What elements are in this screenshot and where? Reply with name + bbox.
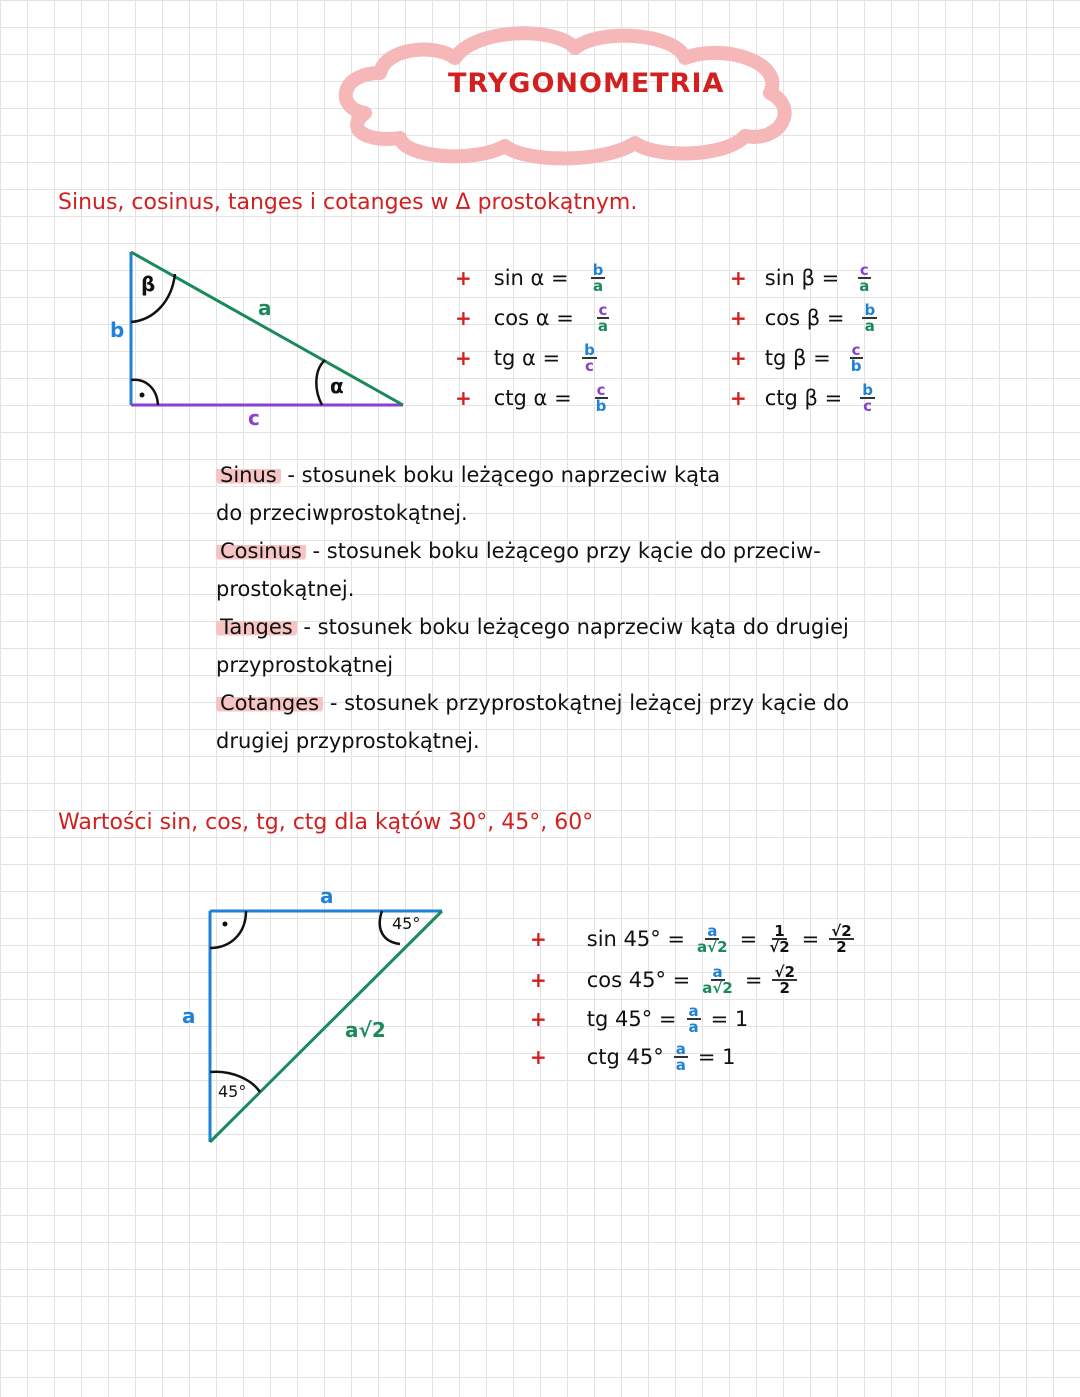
bullet: + xyxy=(455,346,472,370)
side-b-label: b xyxy=(110,318,125,342)
equals-one: = 1 xyxy=(710,1007,749,1031)
right-triangle-diagram xyxy=(100,240,430,440)
side-a-label: a xyxy=(258,296,272,320)
equals: = xyxy=(801,927,820,951)
definition-continuation: przyprostokątnej xyxy=(216,653,394,677)
formula-cos-45 xyxy=(530,960,854,1000)
formula-tg-alpha xyxy=(455,338,610,378)
fraction: $\frac{a}{a√2}$ xyxy=(702,963,733,997)
definition-sinus xyxy=(216,456,1056,494)
formula-label: sin β = xyxy=(764,266,840,290)
equals-one: = 1 xyxy=(697,1045,736,1069)
definition-continuation: do przeciwprostokątnej. xyxy=(216,501,468,525)
fraction: $\frac{c}{a}$ xyxy=(597,301,609,335)
bullet: + xyxy=(455,306,472,330)
bullet: + xyxy=(530,927,547,951)
alpha-formulas xyxy=(455,258,610,418)
isosceles-right-triangle-diagram xyxy=(200,900,460,1150)
bullet: + xyxy=(455,386,472,410)
angle-beta-label: β xyxy=(141,272,156,296)
fraction: $\frac{c}{a}$ xyxy=(859,261,870,295)
definition-text: - stosunek boku leżącego przy kącie do przeciw- xyxy=(312,539,821,563)
formula-label: ctg β = xyxy=(764,386,843,410)
angle-bottom-label: 45° xyxy=(218,1082,247,1101)
formula-label: ctg 45° xyxy=(586,1045,664,1069)
bullet: + xyxy=(530,1007,547,1031)
formula-label: cos β = xyxy=(764,306,845,330)
formula-tg-45 xyxy=(530,1000,854,1038)
bullet: + xyxy=(730,386,747,410)
formula-label: tg α = xyxy=(493,346,561,370)
definition-text: - stosunek boku leżącego naprzeciw kąta do drugiej xyxy=(303,615,849,639)
equals: = xyxy=(744,968,763,992)
angle-top-label: 45° xyxy=(392,914,421,933)
bullet: + xyxy=(530,1045,547,1069)
formula-label: sin 45° = xyxy=(586,927,686,951)
fraction: $\frac{c}{b}$ xyxy=(850,341,862,375)
fraction: $\frac{1}{√2}$ xyxy=(769,922,790,956)
formula-sin-beta xyxy=(730,258,877,298)
formula-label: cos α = xyxy=(493,306,574,330)
angle-alpha-label: α xyxy=(330,374,344,398)
definition-continuation: prostokątnej. xyxy=(216,577,355,601)
formula-tg-beta xyxy=(730,338,877,378)
definition-text: - stosunek boku leżącego naprzeciw kąta xyxy=(287,463,721,487)
formula-sin-45 xyxy=(530,918,854,960)
formula-sin-alpha xyxy=(455,258,610,298)
definition-cosinus xyxy=(216,532,1056,570)
section2-heading: Wartości sin, cos, tg, ctg dla kątów 30°, 45°, 60° xyxy=(58,810,594,835)
definitions xyxy=(216,456,1056,760)
hypotenuse-label: a√2 xyxy=(345,1018,386,1042)
section1-heading: Sinus, cosinus, tanges i cotanges w Δ prostokątnym. xyxy=(58,190,638,215)
formulas-45 xyxy=(530,918,854,1076)
bullet: + xyxy=(730,306,747,330)
fraction: $\frac{b}{c}$ xyxy=(584,341,595,375)
formula-label: tg β = xyxy=(764,346,831,370)
fraction: $\frac{√2}{2}$ xyxy=(831,922,852,956)
definition-text: - stosunek przyprostokątnej leżącej przy kącie do xyxy=(329,691,850,715)
bullet: + xyxy=(455,266,472,290)
fraction: $\frac{b}{c}$ xyxy=(862,381,873,415)
term-highlight: Cotanges xyxy=(216,691,323,715)
definition-continuation: drugiej przyprostokątnej. xyxy=(216,729,480,753)
term-highlight: Tanges xyxy=(216,615,297,639)
definition-cotanges xyxy=(216,684,1056,722)
formula-label: cos 45° = xyxy=(586,968,691,992)
term-highlight: Cosinus xyxy=(216,539,306,563)
side-c-label: c xyxy=(248,406,260,430)
formula-cos-beta xyxy=(730,298,877,338)
equals: = xyxy=(739,927,758,951)
bullet: + xyxy=(730,266,747,290)
bullet: + xyxy=(530,968,547,992)
formula-ctg-alpha xyxy=(455,378,610,418)
fraction: $\frac{b}{a}$ xyxy=(864,301,876,335)
formula-label: sin α = xyxy=(493,266,569,290)
beta-formulas xyxy=(730,258,877,418)
formula-ctg-beta xyxy=(730,378,877,418)
fraction: $\frac{c}{b}$ xyxy=(595,381,607,415)
formula-label: tg 45° = xyxy=(586,1007,677,1031)
fraction: $\frac{a}{a√2}$ xyxy=(697,922,728,956)
formula-label: ctg α = xyxy=(493,386,572,410)
fraction: $\frac{a}{a}$ xyxy=(688,1002,699,1036)
fraction: $\frac{b}{a}$ xyxy=(592,261,604,295)
side-left-label: a xyxy=(182,1004,196,1028)
formula-ctg-45 xyxy=(530,1038,854,1076)
fraction: $\frac{√2}{2}$ xyxy=(774,963,795,997)
bullet: + xyxy=(730,346,747,370)
definition-tanges xyxy=(216,608,1056,646)
page-title: TRYGONOMETRIA xyxy=(448,68,725,99)
side-top-label: a xyxy=(320,884,334,908)
formula-cos-alpha xyxy=(455,298,610,338)
term-highlight: Sinus xyxy=(216,463,281,487)
fraction: $\frac{a}{a}$ xyxy=(675,1040,686,1074)
